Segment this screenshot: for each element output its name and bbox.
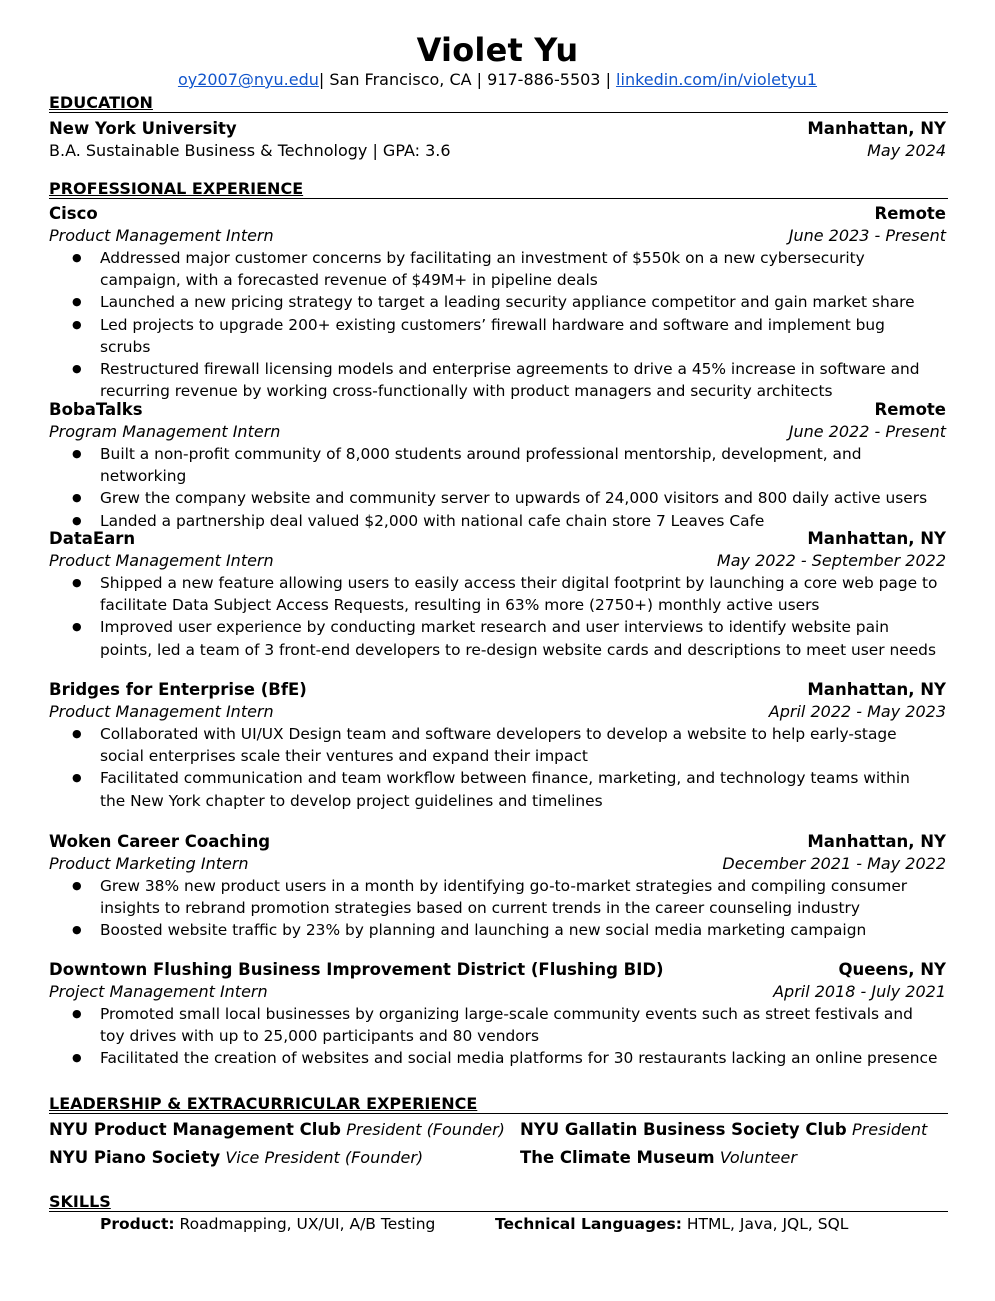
skill-product	[100, 1212, 435, 1236]
job-bullets	[49, 875, 948, 942]
job-bullets	[49, 247, 948, 402]
bullet-item: ● Shipped a new feature allowing users to easily access their digital footprint by launching a core web page to facilitate Data Subject Access Requests, resulting in 63% more (2750+) monthly active users	[49, 572, 940, 616]
job-dates: June 2022 - Present	[788, 422, 946, 441]
skill-value: Roadmapping, UX/UI, A/B Testing	[179, 1215, 436, 1233]
leadership-org: The Climate Museum	[520, 1148, 715, 1167]
bullet-item: ● Boosted website traffic by 23% by planning and launching a new social media marketing campaign	[49, 919, 940, 941]
section-title-skills: SKILLS	[49, 1192, 948, 1212]
job-role: Project Management Intern	[49, 982, 268, 1001]
leadership-role: Volunteer	[719, 1148, 797, 1167]
education-row	[49, 118, 948, 140]
bullet-item: ● Promoted small local businesses by organizing large-scale community events such as street festivals and toy drives with up to 25,000 participants and 80 vendors	[49, 1003, 940, 1047]
section-title-experience: PROFESSIONAL EXPERIENCE	[49, 179, 948, 199]
job-entry	[49, 399, 948, 532]
job-entry	[49, 831, 948, 942]
leadership-item	[520, 1116, 927, 1144]
bullet-item: ● Grew 38% new product users in a month by identifying go-to-market strategies and compiling consumer insights to rebrand promotion strategies based on current trends in the career counseling industry	[49, 875, 940, 919]
job-entry	[49, 528, 948, 661]
email-link[interactable]: oy2007@nyu.edu	[177, 70, 319, 89]
contact-details: | San Francisco, CA | 917-886-5503 |	[318, 70, 611, 89]
degree-row	[49, 140, 948, 162]
school-location: Manhattan, NY	[807, 119, 946, 138]
job-org: Bridges for Enterprise (BfE)	[49, 680, 307, 699]
leadership-grid	[49, 1116, 948, 1172]
candidate-name: Violet Yu	[416, 31, 579, 69]
job-role: Product Management Intern	[49, 702, 274, 721]
contact-line	[0, 70, 995, 90]
job-role-row	[49, 853, 948, 875]
job-org: DataEarn	[49, 529, 136, 548]
job-role: Program Management Intern	[49, 422, 281, 441]
bullet-item: ● Led projects to upgrade 200+ existing customers’ firewall hardware and software and implement bug scrubs	[49, 314, 940, 358]
job-entry	[49, 959, 948, 1070]
job-location: Manhattan, NY	[807, 680, 946, 699]
leadership-role: President (Founder)	[346, 1120, 505, 1139]
job-org: Woken Career Coaching	[49, 832, 271, 851]
bullet-item: ● Launched a new pricing strategy to target a leading security appliance competitor and gain market share	[49, 291, 940, 313]
job-role-row	[49, 225, 948, 247]
job-org-row	[49, 203, 948, 225]
job-org: Cisco	[49, 204, 98, 223]
bullet-item: ● Facilitated communication and team workflow between finance, marketing, and technology teams within the New York chapter to develop project guidelines and timelines	[49, 767, 940, 811]
job-location: Remote	[874, 400, 946, 419]
job-dates: April 2018 - July 2021	[773, 982, 946, 1001]
job-org-row	[49, 528, 948, 550]
bullet-item: ● Addressed major customer concerns by facilitating an investment of $550k on a new cybersecurity campaign, with a forecasted revenue of $49M+ in pipeline deals	[49, 247, 940, 291]
skills-section	[49, 1192, 948, 1236]
school-name: New York University	[49, 119, 237, 138]
job-bullets	[49, 572, 948, 661]
leadership-role: President	[852, 1120, 928, 1139]
job-bullets	[49, 443, 948, 532]
job-dates: April 2022 - May 2023	[768, 702, 946, 721]
leadership-org: NYU Product Management Club	[49, 1120, 341, 1139]
leadership-item	[520, 1144, 797, 1172]
bullet-item: ● Collaborated with UI/UX Design team and software developers to develop a website to help early-stage social enterprises scale their ventures and expand their impact	[49, 723, 940, 767]
job-org-row	[49, 959, 948, 981]
skills-row	[49, 1212, 948, 1236]
section-title-education: EDUCATION	[49, 93, 948, 113]
leadership-item	[49, 1144, 423, 1172]
job-entry	[49, 203, 948, 402]
job-role: Product Marketing Intern	[49, 854, 249, 873]
leadership-section	[49, 1094, 948, 1172]
bullet-item: ● Built a non-profit community of 8,000 students around professional mentorship, development, and networking	[49, 443, 940, 487]
degree: B.A. Sustainable Business & Technology | GPA: 3.6	[49, 141, 451, 160]
linkedin-link[interactable]: linkedin.com/in/violetyu1	[616, 70, 818, 89]
job-location: Manhattan, NY	[807, 529, 946, 548]
bullet-item: ● Improved user experience by conducting market research and user interviews to identify website pain points, led a team of 3 front-end developers to re-design website cards and descriptions to meet user needs	[49, 616, 940, 660]
leadership-item	[49, 1116, 505, 1144]
job-role: Product Management Intern	[49, 551, 274, 570]
skill-value: HTML, Java, JQL, SQL	[686, 1215, 849, 1233]
section-title-leadership: LEADERSHIP & EXTRACURRICULAR EXPERIENCE	[49, 1094, 948, 1114]
job-dates: June 2023 - Present	[788, 226, 946, 245]
leadership-org: NYU Piano Society	[49, 1148, 221, 1167]
job-org: BobaTalks	[49, 400, 143, 419]
education-section	[49, 93, 948, 162]
bullet-item: ● Grew the company website and community server to upwards of 24,000 visitors and 800 daily active users	[49, 487, 940, 509]
leadership-org: NYU Gallatin Business Society Club	[520, 1120, 847, 1139]
job-org-row	[49, 831, 948, 853]
job-org-row	[49, 679, 948, 701]
job-org-row	[49, 399, 948, 421]
job-org: Downtown Flushing Business Improvement District (Flushing BID)	[49, 960, 664, 979]
job-location: Remote	[874, 204, 946, 223]
bullet-item: ● Facilitated the creation of websites and social media platforms for 30 restaurants lacking an online presence	[49, 1047, 940, 1069]
bullet-item: ● Restructured firewall licensing models and enterprise agreements to drive a 45% increase in software and recurring revenue by working cross-functionally with product managers and security architects	[49, 358, 940, 402]
bullet-item: ● Landed a partnership deal valued $2,000 with national cafe chain store 7 Leaves Cafe	[49, 510, 940, 532]
job-bullets	[49, 1003, 948, 1070]
job-role-row	[49, 981, 948, 1003]
job-entry	[49, 679, 948, 812]
job-dates: December 2021 - May 2022	[722, 854, 946, 873]
job-role-row	[49, 421, 948, 443]
job-role: Product Management Intern	[49, 226, 274, 245]
job-role-row	[49, 701, 948, 723]
job-dates: May 2022 - September 2022	[716, 551, 946, 570]
experience-section	[49, 179, 948, 199]
skill-label: Product:	[100, 1215, 175, 1233]
skill-technical	[495, 1212, 848, 1236]
job-role-row	[49, 550, 948, 572]
job-location: Queens, NY	[838, 960, 946, 979]
graduation-date: May 2024	[867, 141, 946, 160]
job-bullets	[49, 723, 948, 812]
leadership-role: Vice President (Founder)	[225, 1148, 424, 1167]
skill-label: Technical Languages:	[495, 1215, 682, 1233]
job-location: Manhattan, NY	[807, 832, 946, 851]
